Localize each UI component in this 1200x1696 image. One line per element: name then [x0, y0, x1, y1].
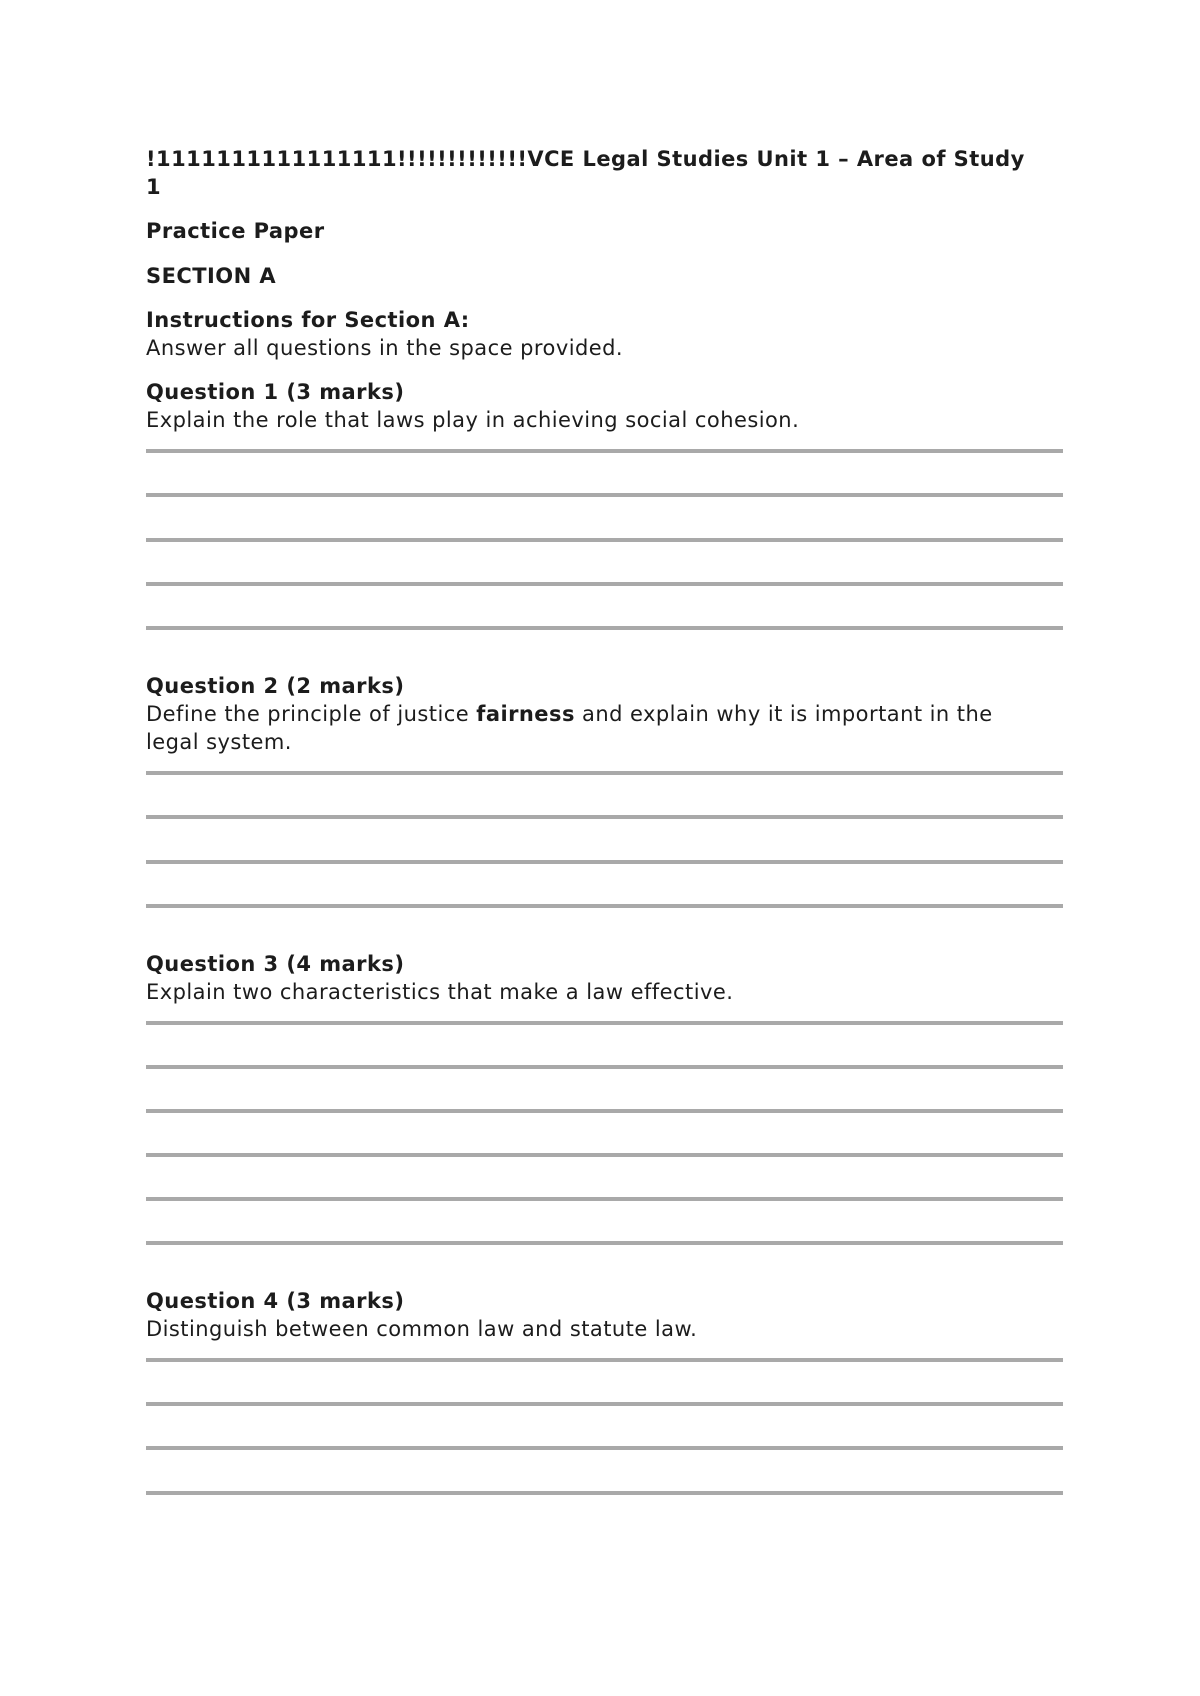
question-4-heading: Question 4 (3 marks): [146, 1289, 405, 1313]
answer-line[interactable]: [146, 626, 1063, 630]
question-2-prompt-emphasis: fairness: [476, 702, 575, 726]
question-1-prompt: Explain the role that laws play in achieving social cohesion.: [146, 408, 800, 432]
answer-line[interactable]: [146, 538, 1063, 542]
answer-line[interactable]: [146, 815, 1063, 819]
answer-line[interactable]: [146, 1153, 1063, 1157]
answer-line[interactable]: [146, 904, 1063, 908]
answer-line[interactable]: [146, 1358, 1063, 1362]
answer-line[interactable]: [146, 1241, 1063, 1245]
answer-line[interactable]: [146, 1402, 1063, 1406]
answer-line[interactable]: [146, 449, 1063, 453]
answer-line[interactable]: [146, 1491, 1063, 1495]
answer-line[interactable]: [146, 582, 1063, 586]
question-1-heading: Question 1 (3 marks): [146, 380, 405, 404]
answer-line[interactable]: [146, 860, 1063, 864]
instructions-heading: Instructions for Section A:: [146, 308, 470, 332]
section-heading: SECTION A: [146, 264, 277, 288]
answer-line[interactable]: [146, 1109, 1063, 1113]
instructions-text: Answer all questions in the space provided.: [146, 336, 624, 360]
answer-line[interactable]: [146, 1446, 1063, 1450]
document-title: !1111111111111111!!!!!!!!!!!!!VCE Legal Studies Unit 1 – Area of Study 1: [146, 147, 1025, 199]
answer-line[interactable]: [146, 1065, 1063, 1069]
question-2-heading: Question 2 (2 marks): [146, 674, 405, 698]
answer-line[interactable]: [146, 1021, 1063, 1025]
question-4-prompt: Distinguish between common law and statute law.: [146, 1317, 698, 1341]
answer-line[interactable]: [146, 1197, 1063, 1201]
question-2-prompt-part: Define the principle of justice: [146, 702, 477, 726]
answer-line[interactable]: [146, 493, 1063, 497]
question-2-prompt-part: and explain why it is important in the legal system.: [146, 702, 993, 754]
answer-line[interactable]: [146, 771, 1063, 775]
question-3-prompt: Explain two characteristics that make a law effective.: [146, 980, 734, 1004]
document-subtitle: Practice Paper: [146, 219, 325, 243]
question-2-prompt: [146, 700, 1046, 756]
question-3-heading: Question 3 (4 marks): [146, 952, 405, 976]
